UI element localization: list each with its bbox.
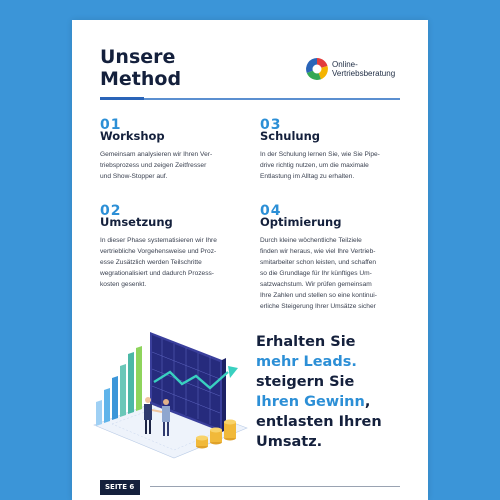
step-title: Schulung: [260, 129, 321, 143]
text-line: Gemeinsam analysieren wir Ihren Ver-: [100, 151, 213, 158]
text-line: triebsprozess und zeigen Zeitfresser: [100, 162, 207, 169]
step-umsetzung: [100, 204, 250, 290]
logo-text-line-2: Vertriebsberatung: [332, 69, 396, 78]
step-title: Umsetzung: [100, 215, 173, 229]
text-line: satzwachstum. Wir prüfen gemeinsam: [260, 281, 372, 288]
text-line: so die Grundlage für Ihr künftiges Um-: [260, 270, 372, 277]
title-divider: [100, 98, 400, 100]
claim-line-mixed: [256, 392, 421, 412]
brochure-page: [72, 20, 428, 500]
text-line: kosten gesenkt.: [100, 281, 147, 288]
step-workshop: [100, 118, 250, 182]
step-number: 04: [260, 203, 282, 219]
claim-line: steigern Sie: [256, 374, 355, 390]
step-description: [100, 235, 248, 290]
text-line: und Show-Stopper auf.: [100, 173, 168, 180]
step-title: Workshop: [100, 129, 165, 143]
step-title: Optimierung: [260, 215, 342, 229]
step-number: 02: [100, 203, 122, 219]
step-schulung: [260, 118, 410, 182]
business-growth-illustration: [82, 320, 252, 460]
title-line-1: Unsere: [100, 46, 176, 68]
step-description: [260, 149, 408, 182]
step-description: [100, 149, 248, 182]
claim-line-highlight: mehr Leads.: [256, 354, 357, 370]
text-line: Ihre Zahlen und stellen so eine kontinui-: [260, 292, 377, 299]
text-line: Entlastung im Alltag zu erhalten.: [260, 173, 355, 180]
text-line: drive richtig nutzen, um die maximale: [260, 162, 369, 169]
step-number: 01: [100, 117, 122, 133]
text-line: erliche Steigerung Ihrer Umsätze sicher: [260, 303, 376, 310]
step-optimierung: [260, 204, 410, 312]
title-line-2: Method: [100, 68, 182, 90]
page-title: [100, 46, 240, 90]
claim-line: entlasten Ihren: [256, 414, 382, 430]
claim-line: Umsatz.: [256, 434, 323, 450]
text-line: esse Zusätzlich werden Teilschritte: [100, 259, 202, 266]
logo-wordmark: [332, 60, 395, 78]
page-number-badge: SEITE 6: [100, 480, 140, 495]
footer-divider: [150, 486, 400, 487]
claim-line: Erhalten Sie: [256, 334, 356, 350]
text-line: smitarbeiter schon leisten, und schaffen: [260, 259, 377, 266]
text-line: In dieser Phase systematisieren wir Ihre: [100, 237, 217, 244]
text-line: Durch kleine wöchentliche Teilziele: [260, 237, 362, 244]
claim-highlight: Ihren Gewinn: [256, 394, 365, 410]
value-proposition: [256, 332, 421, 452]
logo-circle-icon: [305, 57, 329, 81]
growth-chart-illustration-icon: [82, 320, 252, 460]
text-line: vertriebliche Vorgehensweise und Proz-: [100, 248, 217, 255]
company-logo: [305, 57, 415, 83]
logo-text-line-1: Online-: [332, 60, 358, 69]
text-line: wegrationalisiert und dadurch Prozess-: [100, 270, 214, 277]
text-line: In der Schulung lernen Sie, wie Sie Pipe-: [260, 151, 380, 158]
step-number: 03: [260, 117, 282, 133]
text-line: finden wir heraus, wie viel Ihre Vertrieb-: [260, 248, 376, 255]
claim-comma: ,: [364, 394, 371, 410]
step-description: [260, 235, 408, 312]
